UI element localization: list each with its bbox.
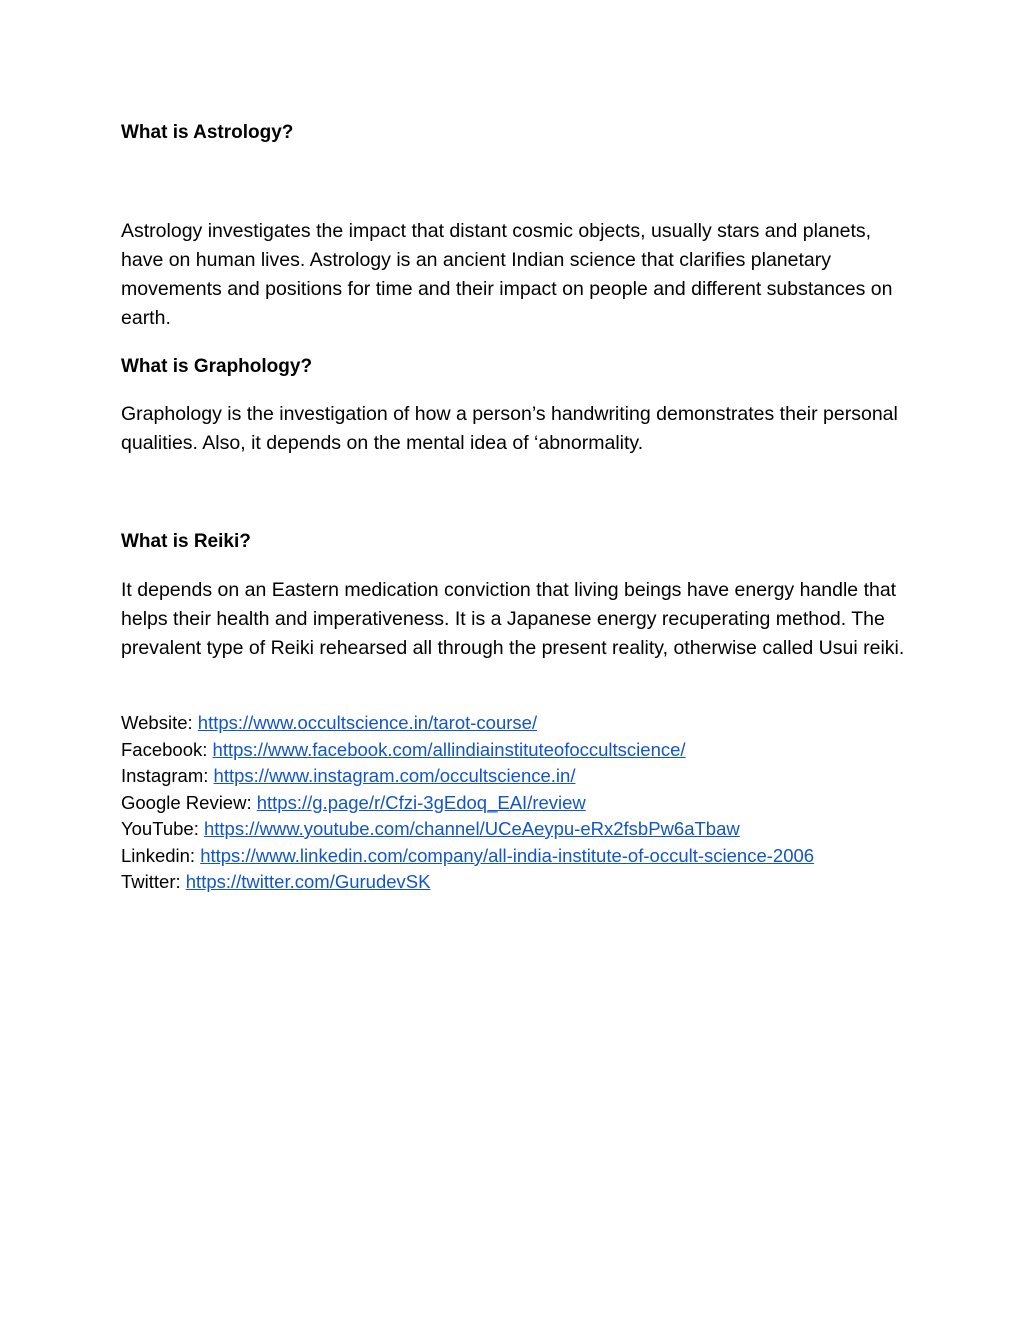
paragraph-reiki: It depends on an Eastern medication conviction that living beings have energy handle that helps their health and imperativeness. It is a Japanese energy recuperating method. The prevalent type of Reiki rehearsed all through the present reality, otherwise called Usui reiki. [121,579,905,659]
linkedin-link[interactable]: https://www.linkedin.com/company/all-india-institute-of-occult-science-2006 [200,844,815,866]
heading-astrology: What is Astrology? [121,122,294,143]
link-label: Website: [121,712,198,733]
instagram-link[interactable]: https://www.instagram.com/occultscience.in/ [213,765,576,786]
link-label: YouTube: [121,818,204,839]
link-row-twitter [121,869,911,896]
link-row-instagram [121,763,911,790]
link-row-website [121,710,911,737]
link-label: Google Review: [121,791,257,813]
paragraph-astrology: Astrology investigates the impact that distant cosmic objects, usually stars and planets, have on human lives. Astrology is an ancient Indian science that clarifies planetary movements and positions for time and their impact on people and different substances on earth. [121,220,893,329]
link-row-linkedin [121,843,911,870]
social-links-list [121,710,911,896]
link-label: Instagram: [121,765,214,786]
youtube-link[interactable]: https://www.youtube.com/channel/UCeAeypu-eRx2fsbPw6aTbaw [203,818,740,839]
google-review-link[interactable]: https://g.page/r/Cfzi-3gEdoq_EAI/review [256,791,586,813]
link-row-google-review [121,790,911,817]
website-link[interactable]: https://www.occultscience.in/tarot-course/ [197,712,538,733]
heading-graphology: What is Graphology? [121,356,313,377]
twitter-link[interactable]: https://twitter.com/GurudevSK [185,871,431,892]
facebook-link[interactable]: https://www.facebook.com/allindiainstituteofoccultscience/ [212,738,686,760]
link-label: Linkedin: [121,844,201,866]
heading-reiki: What is Reiki? [121,531,251,552]
link-label: Twitter: [121,871,186,892]
paragraph-graphology: Graphology is the investigation of how a person’s handwriting demonstrates their personal qualities. Also, it depends on the mental idea of ‘abnormality. [121,403,898,454]
link-label: Facebook: [121,738,213,760]
link-row-facebook [121,737,911,764]
link-row-youtube [121,816,911,843]
